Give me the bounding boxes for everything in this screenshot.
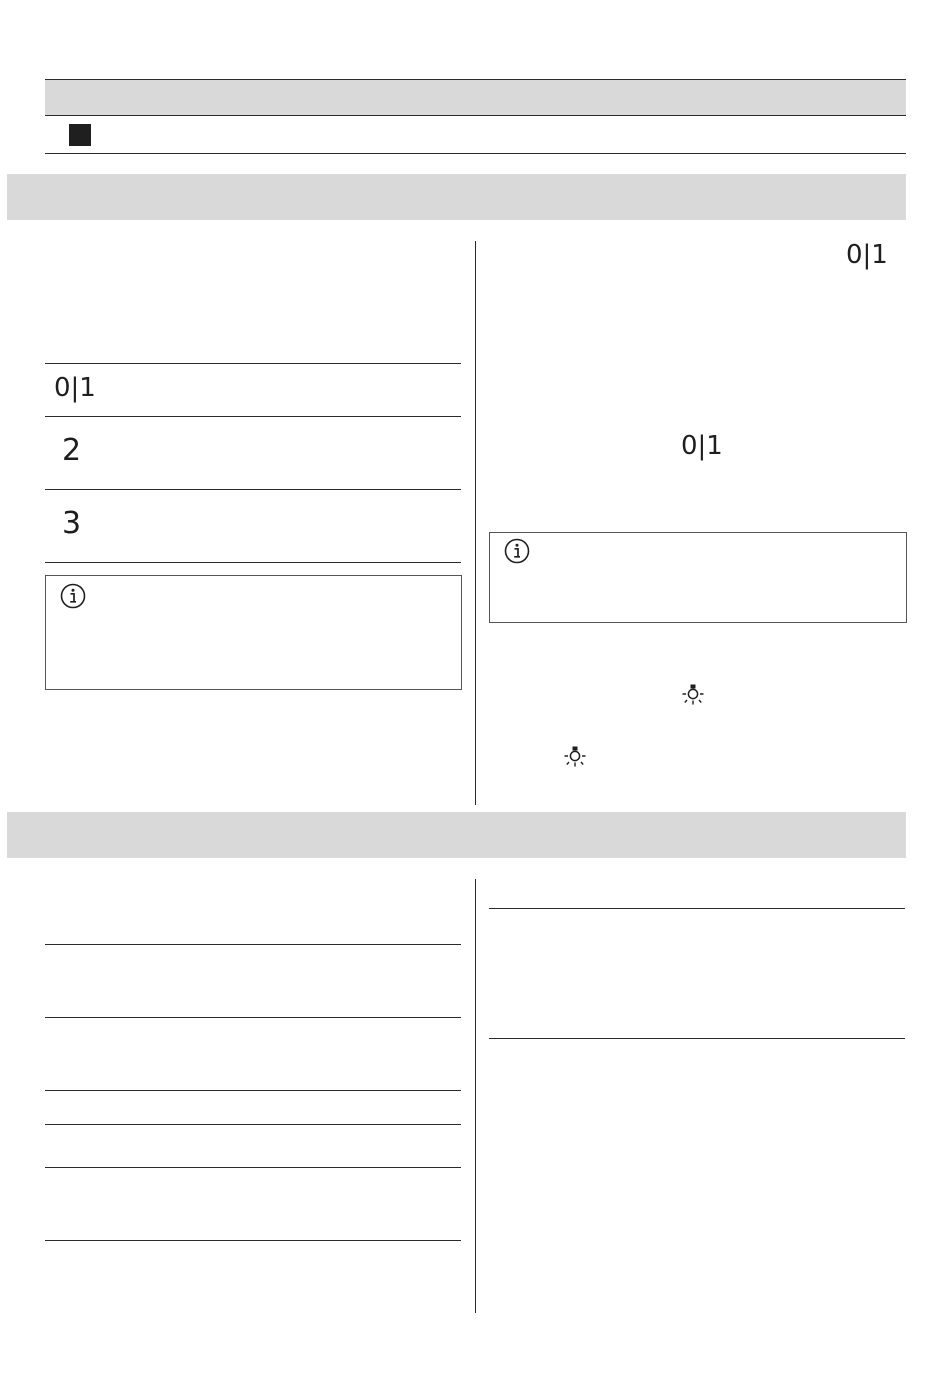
left-table-rule-4 [45,562,461,563]
speed-symbol-2: 2 [62,433,82,468]
top-table-header [45,80,906,115]
s2-right-rule-1 [489,908,905,909]
light-bulb-icon [681,683,705,707]
info-icon [504,538,530,564]
info-note-right [489,532,907,623]
info-note-left [45,575,462,690]
black-square-icon [69,124,91,146]
top-table-bottom-rule [45,153,906,154]
light-bulb-icon [563,745,587,769]
info-icon [60,583,86,609]
s2-left-rule-3 [45,1090,461,1091]
left-table-rule-1 [45,363,461,364]
column-divider-2 [475,879,476,1313]
s2-left-rule-4 [45,1124,461,1125]
column-divider-1 [475,241,476,805]
left-table-rule-3 [45,489,461,490]
power-symbol-row-1: 0|1 [54,373,96,403]
power-symbol-right-2: 0|1 [681,431,723,461]
section-header-band-2 [7,812,906,858]
s2-left-rule-6 [45,1240,461,1241]
top-table-mid-rule [45,115,906,116]
left-table-rule-2 [45,416,461,417]
s2-left-rule-5 [45,1167,461,1168]
s2-left-rule-2 [45,1017,461,1018]
speed-symbol-3: 3 [62,506,82,541]
section-header-band-1 [7,174,906,220]
s2-left-rule-1 [45,944,461,945]
s2-right-rule-2 [489,1038,905,1039]
power-symbol-right-1: 0|1 [846,240,888,270]
